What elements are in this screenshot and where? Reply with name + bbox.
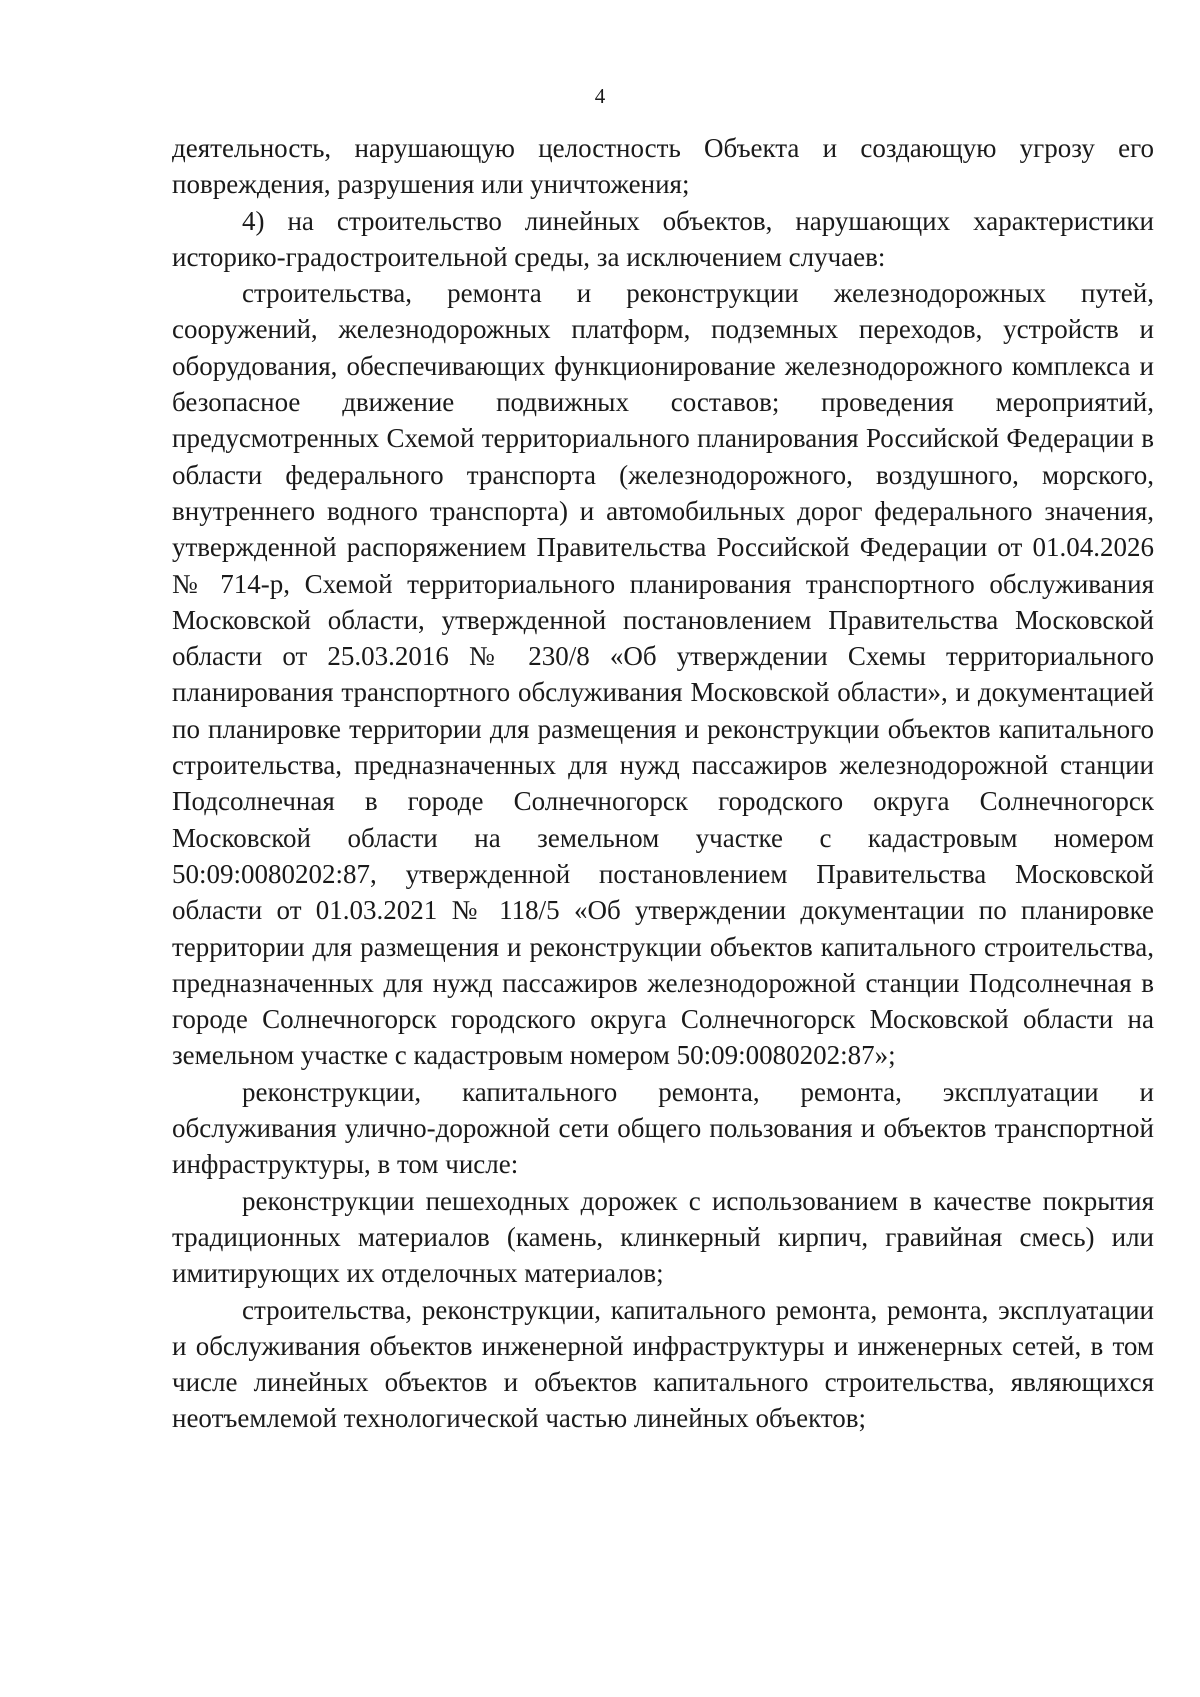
paragraph-activity-continuation: деятельность, нарушающую целостность Объекта и создающую угрозу его повреждения, разрушения или уничтожения; bbox=[172, 133, 1154, 200]
paragraph-linear-objects-restriction: 4) на строительство линейных объектов, нарушающих характеристики историко-градостроительной среды, за исключением случаев: bbox=[172, 205, 1154, 272]
paragraph-railway-exception: строительства, ремонта и реконструкции железнодорожных путей, сооружений, железнодорожных платформ, подземных переходов, устройств и оборудования, обеспечивающих функционирование железнодорожного комплекса и безопасное движение подвижных составов; проведения мероприятий, предусмотренных Схемой территориального планирования Российской Федерации в области федерального транспорта (железнодорожного, воздушного, морского, внутреннего водного транспорта) и автомобильных дорог федерального значения, утвержденной распоряжением Правительства Российской Федерации от 01.04.2026 № 714-р, Схемой территориального планирования транспортного обслуживания Московской области, утвержденной постановлением Правительства Московской области от 25.03.2016 № 230/8 «Об утверждении Схемы территориального планирования транспортного обслуживания Московской области», и документацией по планировке территории для размещения и реконструкции объектов капитального строительства, предназначенных для нужд пассажиров железнодорожной станции Подсолнечная в городе Солнечногорск городского округа Солнечногорск Московской области на земельном участке с кадастровым номером 50:09:0080202:87, утвержденной постановлением Правительства Московской области от 01.03.2021 № 118/5 «Об утверждении документации по планировке территории для размещения и реконструкции объектов капитального строительства, предназначенных для нужд пассажиров железнодорожной станции Подсолнечная в городе Солнечногорск городского округа Солнечногорск Московской области на земельном участке с кадастровым номером 50:09:0080202:87»; bbox=[172, 278, 1154, 1071]
document-body bbox=[172, 130, 1154, 1437]
paragraph-pedestrian-paths: реконструкции пешеходных дорожек с использованием в качестве покрытия традиционных материалов (камень, клинкерный кирпич, гравийная смесь) или имитирующих их отделочных материалов; bbox=[172, 1185, 1154, 1289]
paragraph-road-network-exception: реконструкции, капитального ремонта, ремонта, эксплуатации и обслуживания улично-дорожной сети общего пользования и объектов транспортной инфраструктуры, в том числе: bbox=[172, 1076, 1154, 1180]
paragraph-engineering-infrastructure: строительства, реконструкции, капитального ремонта, ремонта, эксплуатации и обслуживания объектов инженерной инфраструктуры и инженерных сетей, в том числе линейных объектов и объектов капитального строительства, являющихся неотъемлемой технологической частью линейных объектов; bbox=[172, 1294, 1154, 1434]
page-number: 4 bbox=[594, 84, 606, 108]
